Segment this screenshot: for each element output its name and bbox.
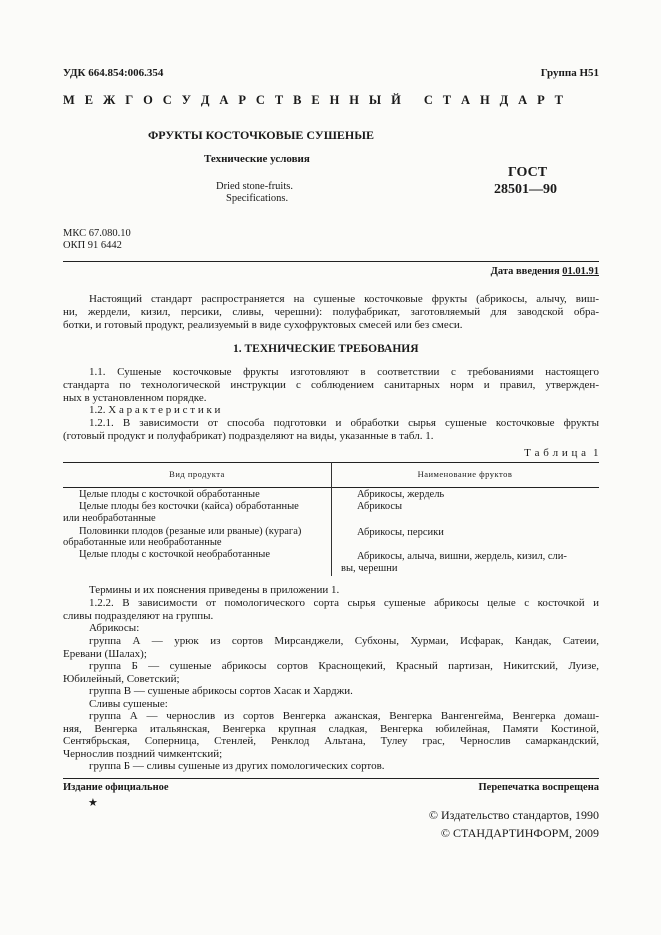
plum-group-a-line1: группа А — чернослив из сортов Венгерка ажанская, Венгерка Вангенгейма, Венгерка домаш- — [89, 710, 599, 722]
table-cell-product: Целые плоды с косточкой необработанные — [79, 549, 271, 560]
p121-line2: (готовый продукт и полуфабрикат) подразделяют на виды, указанные в табл. 1. — [63, 430, 434, 442]
apricot-group-b-line2: Юбилейный, Советский; — [63, 673, 180, 685]
table-cell-fruits: Абрикосы, жердель — [357, 489, 445, 500]
intro-line2: ни, жердели, кизил, персики, сливы, черешни): полуфабрикат, заготовляемый для заводской обра- — [63, 306, 599, 318]
table-cell-fruits-cont: вы, черешни — [341, 563, 398, 574]
intro-date — [491, 266, 599, 277]
document-subtitle: Технические условия — [204, 153, 310, 165]
standard-banner: М Е Ж Г О С У Д А Р С Т В Е Н Н Ы Й С Т А Н Д А Р Т — [63, 93, 567, 107]
table-column-divider — [331, 462, 332, 576]
p11-line1: 1.1. Сушеные косточковые фрукты изготовляют в соответствии с требованиями настоящего — [89, 366, 599, 378]
footer-rule — [63, 778, 599, 779]
table-header-product: Вид продукта — [169, 469, 225, 479]
p11-line3: ных в установленном порядке. — [63, 392, 207, 404]
divider-top — [63, 261, 599, 262]
p121-line1: 1.2.1. В зависимости от способа подготовки и обработки сырья сушеные косточковые фрукты — [89, 417, 599, 429]
table-cell-fruits: Абрикосы, персики — [357, 527, 444, 538]
table-cell-fruits: Абрикосы, алыча, вишни, жердель, кизил, сли- — [357, 551, 567, 562]
english-title-line2: Specifications. — [226, 193, 289, 204]
table-1 — [63, 462, 599, 576]
english-title-line1: Dried stone-fruits. — [216, 181, 293, 192]
p122-line2: сливы подразделяют на группы. — [63, 610, 214, 622]
section-heading: 1. ТЕХНИЧЕСКИЕ ТРЕБОВАНИЯ — [233, 343, 419, 355]
gost-label: ГОСТ — [508, 165, 548, 180]
gost-number: 28501—90 — [494, 182, 557, 197]
mks-code: МКС 67.080.10 — [63, 228, 131, 239]
okp-code: ОКП 91 6442 — [63, 240, 122, 251]
table-cell-product-cont: обработанные или необработанные — [63, 537, 222, 548]
table-cell-product: Целые плоды без косточки (кайса) обработанные — [79, 501, 299, 512]
p122-line1: 1.2.2. В зависимости от помологического сорта сырья сушеные абрикосы целые с косточкой и — [89, 597, 599, 609]
document-title: ФРУКТЫ КОСТОЧКОВЫЕ СУШЕНЫЕ — [148, 128, 375, 142]
copyright-line2: © СТАНДАРТИНФОРМ, 2009 — [440, 826, 599, 840]
table-cell-product: Целые плоды с косточкой обработанные — [79, 489, 260, 500]
table-caption: Т а б л и ц а 1 — [524, 447, 599, 459]
p12-heading: 1.2. Х а р а к т е р и с т и к и — [89, 404, 221, 416]
plum-group-b: группа Б — сливы сушеные из других помологических сортов. — [89, 760, 385, 772]
plum-group-a-line3: Сентябрьская, Соперница, Стенлей, Ренклод Альтана, Тулеу грас, Чернослив самаркандский, — [63, 735, 599, 747]
udk-code: УДК 664.854:006.354 — [63, 67, 164, 79]
apricot-group-a-line1: группа А — урюк из сортов Мирсанджели, Субхоны, Хурмаи, Исфарак, Кандак, Сатеии, — [89, 635, 599, 647]
table-cell-product-cont: или необработанные — [63, 513, 156, 524]
reprint-notice: Перепечатка воспрещена — [478, 782, 599, 793]
apricot-group-b-line1: группа Б — сушеные абрикосы сортов Краснощекий, Красный партизан, Никитский, Луизе, — [89, 660, 599, 672]
table-cell-product: Половинки плодов (резаные или рваные) (курага) — [79, 526, 302, 537]
p11-line2: стандарта по технологической инструкции с соблюдением санитарных норм и правил, утвержден- — [63, 379, 599, 391]
intro-line1: Настоящий стандарт распространяется на сушеные косточковые фрукты (абрикосы, алычу, виш- — [89, 293, 599, 305]
table-cell-fruits: Абрикосы — [357, 501, 403, 512]
copyright-line1: © Издательство стандартов, 1990 — [428, 808, 599, 822]
official-edition: Издание официальное — [63, 782, 169, 793]
plum-group-a-line2: няя, Венгерка итальянская, Венгерка крупная сладкая, Венгерка юбилейная, Памяти Костиной, — [63, 723, 599, 735]
apricot-group-v: группа В — сушеные абрикосы сортов Хасак и Харджи. — [89, 685, 353, 697]
plum-group-a-line4: Чернослив поздний чимкентский; — [63, 748, 223, 760]
table-header-fruits: Наименование фруктов — [417, 469, 513, 479]
intro-date-label: Дата введения — [490, 266, 560, 277]
apricot-group-a-line2: Еревани (Шалах); — [63, 648, 147, 660]
intro-line3: ботки, и готовый продукт, реализуемый в виде сухофруктовых смесей или без смеси. — [63, 319, 463, 331]
group-code: Группа Н51 — [540, 67, 599, 79]
intro-date-value: 01.01.91 — [562, 266, 599, 277]
plums-label: Сливы сушеные: — [89, 698, 168, 710]
apricots-label: Абрикосы: — [89, 622, 140, 634]
terms-note: Термины и их пояснения приведены в приложении 1. — [89, 584, 340, 596]
star-icon: ★ — [88, 797, 98, 809]
